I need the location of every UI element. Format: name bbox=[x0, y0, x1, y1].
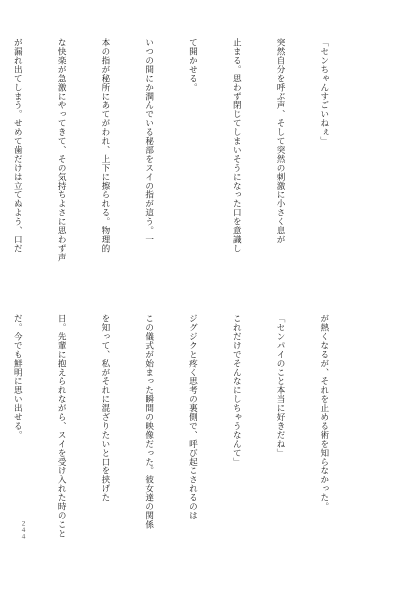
text-line: が漏れ出てしまう。せめて歯だけは立てぬよう、口だ bbox=[12, 38, 23, 253]
text-line: これだけでそんなにしちゃうなんて」 bbox=[231, 314, 242, 467]
text-line: 本の指が秘所にあてがわれ、上下に擦られる。物理的 bbox=[99, 38, 110, 253]
text-line: いつの間にか潤んでいる秘部をスイの指が這う。一 bbox=[143, 38, 154, 244]
text-line: 止まる。思わず閉じてしまいそうになった口を意識し bbox=[231, 38, 242, 253]
text-line: 日。先輩に抱えられながら、スイを受け入れた時のこと bbox=[56, 314, 67, 538]
page-number: ２４４ bbox=[19, 520, 26, 540]
text-line: な快楽が急激にやってきて、その気持ちよさに思わず声 bbox=[56, 38, 67, 262]
text-line: が熱くなるが、それを止める術を知らなかった。 bbox=[318, 314, 329, 511]
text-line: 「センちゃんすごいねぇ」 bbox=[318, 38, 329, 146]
text-line: て開かせる。 bbox=[187, 38, 198, 92]
text-block-upper bbox=[12, 38, 360, 296]
text-line: を知って、私がそれに混ざりたいと口を挟げた bbox=[99, 314, 110, 502]
text-line: だ。今でも鮮明に思い出せる。 bbox=[12, 314, 23, 440]
text-line: ジグジクと疼く思考の裏側で、呼び起こされるのは bbox=[187, 314, 198, 520]
text-line: 「センパイのこと本当に好きだね」 bbox=[275, 314, 286, 458]
text-line: 突然自分を呼ぶ声、そして突然の刺激に小さく息が bbox=[275, 38, 286, 244]
text-line: この儀式が始まった瞬間の映像だった。彼女達の関係 bbox=[143, 314, 154, 529]
